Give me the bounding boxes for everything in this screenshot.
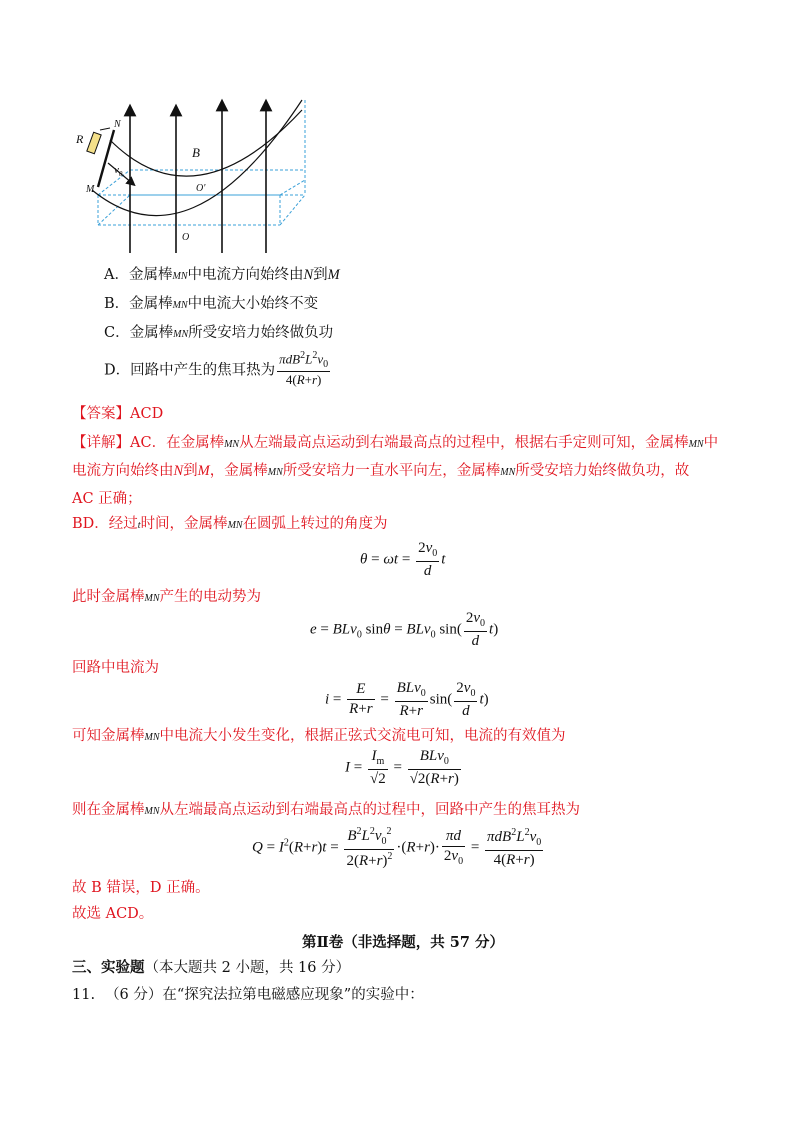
formula-theta: θ = ωt = $\frac{2v_0}{d}$ t xyxy=(360,540,446,579)
answer-label: 【答案】ACD xyxy=(72,406,164,422)
inner-rail-arc xyxy=(110,110,302,176)
option-a: A．金属棒MN中电流方向始终由N到M xyxy=(104,267,340,283)
label-o-prime: O' xyxy=(196,183,206,194)
section-2-title: 第Ⅱ卷（非选择题，共 57 分） xyxy=(302,934,504,951)
physics-diagram xyxy=(70,95,320,260)
detail-conclude-2: 故选 ACD。 xyxy=(72,906,154,922)
detail-emf-text: 此时金属棒MN产生的电动势为 xyxy=(72,589,261,605)
resistor-r xyxy=(87,132,101,154)
detail-line-2: 电流方向始终由N到M，金属棒MN所受安培力一直水平向左，金属棒MN所受安培力始终做负功，故 xyxy=(72,463,690,479)
detail-rms-text: 可知金属棒MN中电流大小发生变化，根据正弦式交流电可知，电流的有效值为 xyxy=(72,728,566,744)
formula-emf: e = BLv$_0$ sinθ = BLv$_0$ sin( $\frac{2v_0}{d}$ t) xyxy=(310,610,499,649)
option-d-formula: $\frac{\pi dB^2L^2v_0}{4(R+r)}$ xyxy=(279,350,329,388)
formula-rms: I = $\frac{I_m}{√2}$ = $\frac{BLv_0}{√2(R+r)}$ xyxy=(345,748,459,787)
dashed-box xyxy=(98,100,305,225)
field-lines xyxy=(130,105,266,253)
detail-current-text: 回路中电流为 xyxy=(72,660,159,676)
detail-bd: BD．经过t时间，金属棒MN在圆弧上转过的角度为 xyxy=(72,516,388,532)
detail-line-3: AC 正确； xyxy=(72,491,142,507)
formula-current: i = $\frac{E}{R+r}$ = $\frac{BLv_0}{R+r}$ sin( $\frac{2v_0}{d}$ t) xyxy=(325,680,489,719)
label-m: M xyxy=(86,184,95,195)
option-d: D．回路中产生的焦耳热为 $\frac{\pi dB^2L^2v_0}{4(R+r)}$ xyxy=(104,350,329,388)
label-b: B xyxy=(192,145,200,160)
part-3-heading: 三、实验题（本大题共 2 小题，共 16 分） xyxy=(72,959,351,976)
label-n: N xyxy=(114,119,121,130)
detail-line-1: 【详解】AC．在金属棒MN从左端最高点运动到右端最高点的过程中，根据右手定则可知，金属棒MN中 xyxy=(72,435,719,451)
option-b: B．金属棒MN中电流大小始终不变 xyxy=(104,296,319,312)
option-c: C．金属棒MN所受安培力始终做负功 xyxy=(104,325,334,341)
detail-heat-text: 则在金属棒MN从左端最高点运动到右端最高点的过程中，回路中产生的焦耳热为 xyxy=(72,802,580,818)
label-r: R xyxy=(76,132,84,146)
formula-heat: $Q = I^2(R+r)t$ = $\frac{B^2L^2v_0^2}{2(R+r)^2}$ ·(R+r)· $\frac{\pi d}{2v_0}$ = $\frac{\pi dB^2L^2v_0}{4(R+r)}$ xyxy=(252,826,542,869)
detail-conclude-1: 故 B 错误，D 正确。 xyxy=(72,880,210,896)
label-o: O xyxy=(182,232,190,243)
label-v0: $v_0$ xyxy=(114,164,123,178)
question-11: 11. （6 分）在“探究法拉第电磁感应现象”的实验中： xyxy=(72,987,424,1003)
